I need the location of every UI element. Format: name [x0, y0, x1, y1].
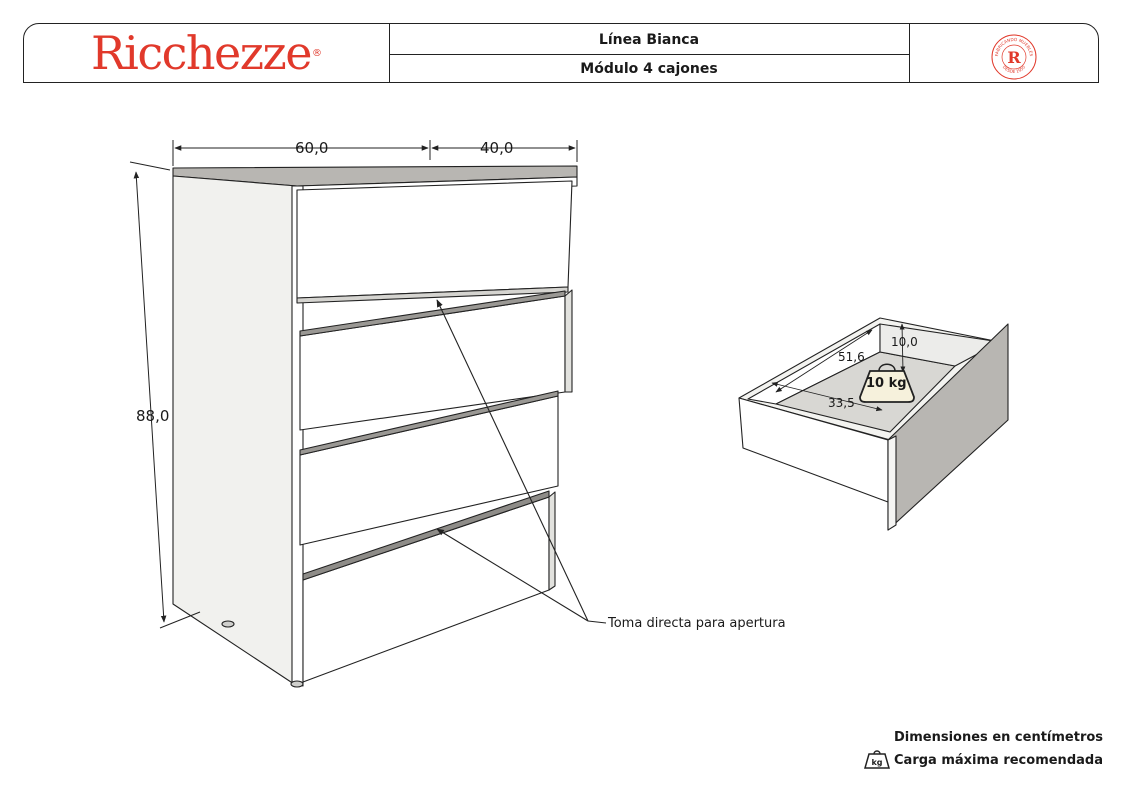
kg-weight-icon [864, 750, 890, 770]
drawer-inner-depth: 51,6 [838, 350, 865, 364]
height-dimension-line [136, 172, 164, 622]
registered-mark: ® [311, 47, 322, 59]
depth-label: 40,0 [480, 139, 514, 157]
seal-text-bottom: DESDE 1950 [1001, 64, 1027, 75]
brand-name: Ricchezze [91, 26, 311, 80]
handle-callout: Toma directa para apertura [608, 616, 786, 631]
cabinet-side-panel [173, 176, 297, 686]
height-label: 88,0 [136, 407, 170, 425]
drawer-detail [739, 318, 1008, 530]
load-legend: Carga máxima recomendada [894, 753, 1103, 768]
drawer-1 [297, 181, 572, 298]
drawer-inner-width: 33,5 [828, 396, 855, 410]
max-load-label: 10 kg [866, 376, 907, 391]
width-label: 60,0 [295, 139, 329, 157]
drawer-inner-height: 10,0 [891, 335, 918, 349]
product-line: Línea Bianca [598, 31, 700, 48]
product-name: Módulo 4 cajones [580, 60, 718, 77]
units-note: Dimensiones en centímetros [894, 730, 1104, 745]
seal-letter: R [1007, 48, 1021, 67]
chest-of-drawers [173, 166, 577, 687]
seal-text-top: FABRICANDO MUEBLES [993, 36, 1035, 57]
kg-icon-text: kg [871, 758, 883, 767]
